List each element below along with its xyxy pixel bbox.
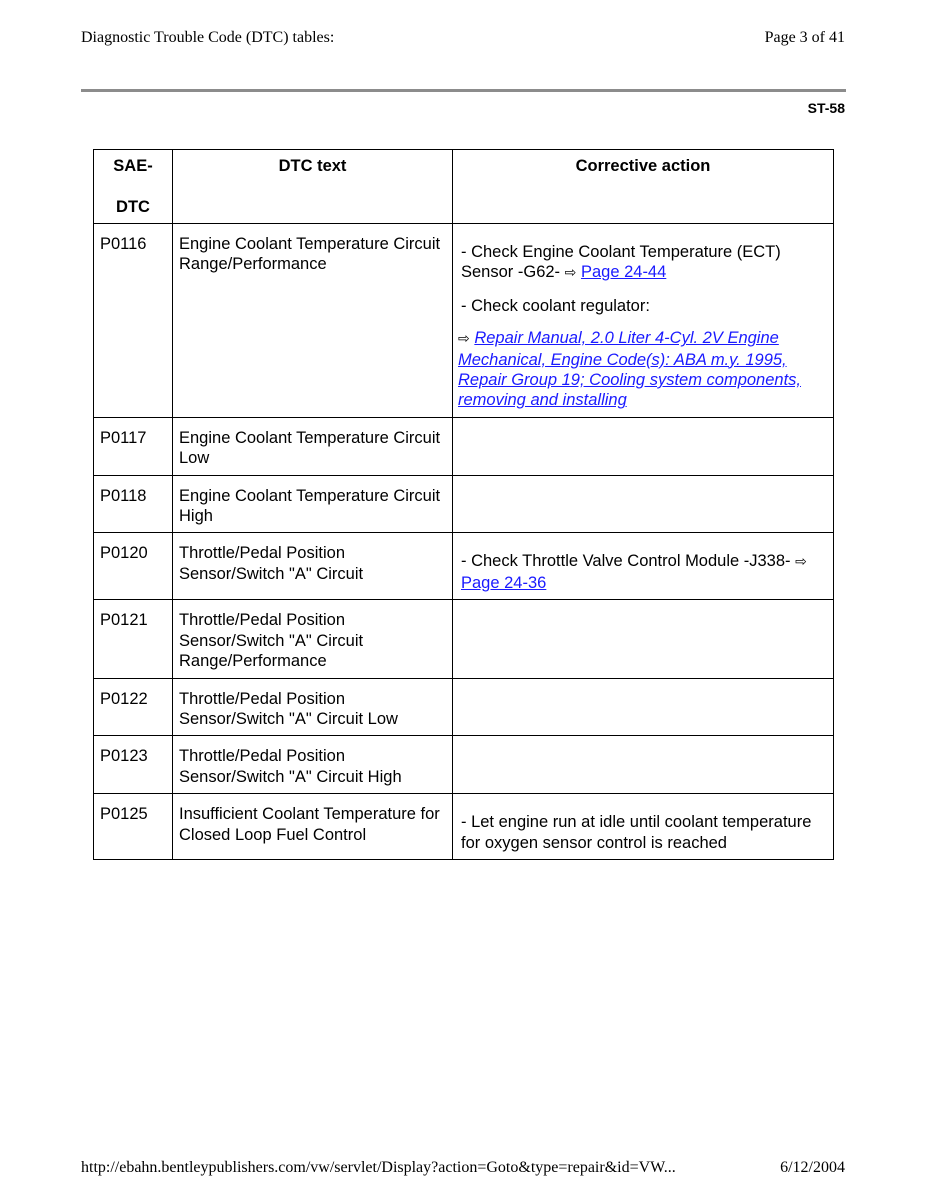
header-divider [81,89,846,92]
dtc-text: Engine Coolant Temperature Circuit Low [173,417,453,475]
corrective-action [453,736,834,794]
table-header-row [94,150,834,224]
dtc-code: P0122 [94,678,173,736]
dtc-code: P0117 [94,417,173,475]
table-row [94,533,834,600]
dtc-text: Throttle/Pedal Position Sensor/Switch "A" Circuit Range/Performance [173,600,453,678]
corrective-action [453,533,834,600]
document-title: Diagnostic Trouble Code (DTC) tables: [81,29,335,46]
right-double-arrow-icon: ⇨ [795,554,807,571]
dtc-text: Engine Coolant Temperature Circuit Range/Performance [173,224,453,418]
table-row [94,736,834,794]
right-double-arrow-icon: ⇨ [564,265,577,282]
dtc-code: P0123 [94,736,173,794]
dtc-code: P0116 [94,224,173,418]
action-step [458,328,825,411]
dtc-code: P0120 [94,533,173,600]
col-header-sae-dtc [94,150,173,224]
dtc-text: Throttle/Pedal Position Sensor/Switch "A" Circuit High [173,736,453,794]
corrective-action [453,794,834,860]
dtc-table [93,149,834,860]
corrective-action [453,475,834,533]
dtc-code: P0125 [94,794,173,860]
action-text: - Check Engine Coolant Temperature (ECT) Sensor -G62- [461,243,781,282]
dtc-code: P0121 [94,600,173,678]
right-double-arrow-icon: ⇨ [458,331,470,348]
table-row [94,678,834,736]
corrective-action [453,600,834,678]
page-24-36-link[interactable]: Page 24-36 [461,573,547,592]
dtc-text: Insufficient Coolant Temperature for Closed Loop Fuel Control [173,794,453,860]
col-header-dtc-text: DTC text [173,150,453,224]
dtc-text: Engine Coolant Temperature Circuit High [173,475,453,533]
corrective-action [453,417,834,475]
col-header-corrective-action: Corrective action [453,150,834,224]
table-row [94,224,834,418]
col-header-dtc: DTC [116,198,150,217]
table-row [94,475,834,533]
dtc-code: P0118 [94,475,173,533]
section-code: ST-58 [807,100,845,116]
action-step [461,551,825,593]
table-row [94,417,834,475]
action-step: - Check coolant regulator: [461,296,650,315]
action-step [461,242,825,284]
table-row [94,600,834,678]
corrective-action [453,224,834,418]
corrective-action [453,678,834,736]
action-step: - Let engine run at idle until coolant temperature for oxygen sensor control is reached [461,813,812,852]
page-number: Page 3 of 41 [764,29,845,46]
footer-url: http://ebahn.bentleypublishers.com/vw/servlet/Display?action=Goto&type=repair&id=VW... [81,1159,676,1176]
dtc-text: Throttle/Pedal Position Sensor/Switch "A" Circuit [173,533,453,600]
action-text: - Check Throttle Valve Control Module -J338- [461,552,791,571]
footer-date: 6/12/2004 [780,1159,845,1176]
page-24-44-link[interactable]: Page 24-44 [580,263,667,282]
dtc-text: Throttle/Pedal Position Sensor/Switch "A" Circuit Low [173,678,453,736]
repair-manual-link[interactable]: Repair Manual, 2.0 Liter 4-Cyl. 2V Engine Mechanical, Engine Code(s): ABA m.y. 1995, Repair Group 19; Cooling system components, removing and installing [458,329,802,410]
col-header-sae: SAE- [113,157,153,175]
table-row [94,794,834,860]
